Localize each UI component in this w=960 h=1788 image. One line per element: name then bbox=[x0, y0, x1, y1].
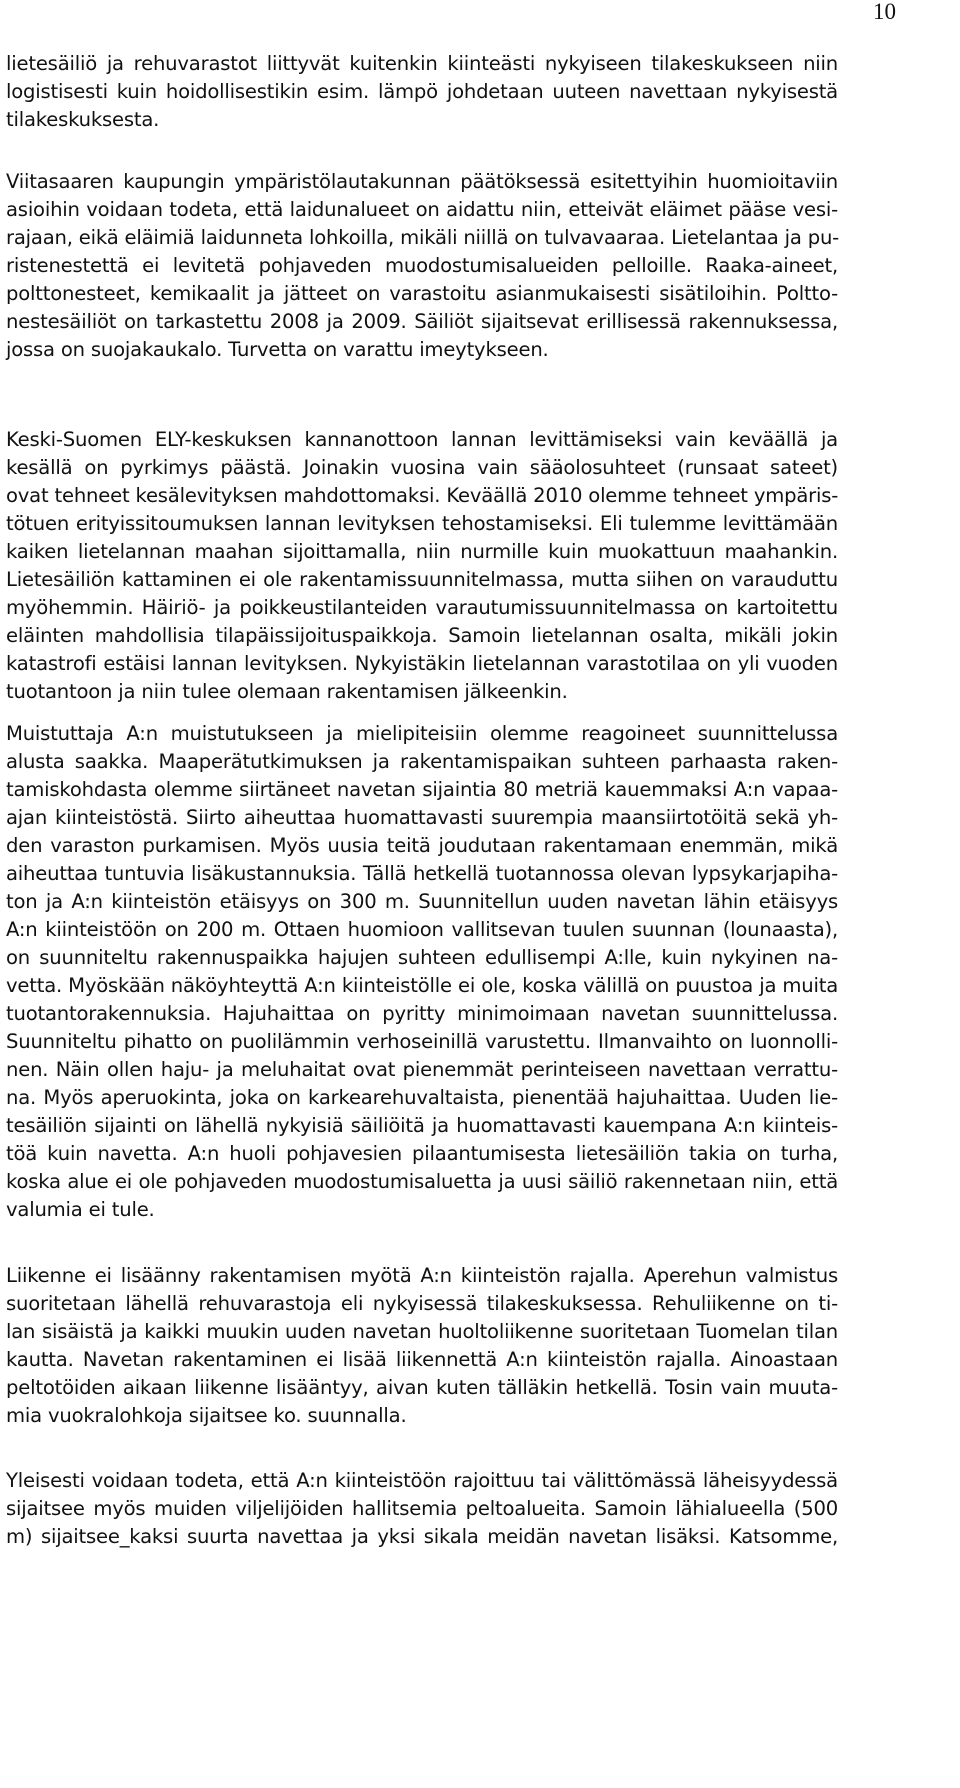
text-line: valumia ei tule. bbox=[6, 1198, 155, 1221]
text-line: tuotantorakennuksia. Hajuhaittaa on pyritty minimoimaan navetan suunnittelussa. bbox=[6, 1002, 838, 1025]
text-line: A:n kiinteistöön on 200 m. Ottaen huomioon vallitsevan tuulen suunnan (lounaasta), bbox=[6, 918, 838, 941]
text-line: Viitasaaren kaupungin ympäristölautakunnan päätöksessä esitettyihin huomioitaviin bbox=[6, 170, 838, 193]
text-line: suoritetaan lähellä rehuvarastoja eli nykyisessä tilakeskuksessa. Rehuliikenne on ti- bbox=[6, 1292, 838, 1315]
text-line: Keski-Suomen ELY-keskuksen kannanottoon lannan levittämiseksi vain keväällä ja bbox=[6, 428, 838, 451]
text-line: kaiken lietelannan maahan sijoittamalla, niin nurmille kuin muokattuun maahankin. bbox=[6, 540, 838, 563]
text-line: aiheuttaa tuntuvia lisäkustannuksia. Tällä hetkellä tuotannossa olevan lypsykarjapiha- bbox=[6, 862, 838, 885]
text-line: myöhemmin. Häiriö- ja poikkeustilanteiden varautumissuunnitelmassa on kartoitettu bbox=[6, 596, 838, 619]
text-line: den varaston purkamisen. Myös uusia teitä joudutaan rakentamaan enemmän, mikä bbox=[6, 834, 838, 857]
text-line: Muistuttaja A:n muistutukseen ja mielipiteisiin olemme reagoineet suunnittelussa bbox=[6, 722, 838, 745]
text-line: tilakeskuksesta. bbox=[6, 108, 160, 131]
text-line: alusta saakka. Maaperätutkimuksen ja rakentamispaikan suhteen parhaasta raken- bbox=[6, 750, 838, 773]
text-line: vetta. Myöskään näköyhteyttä A:n kiinteistölle ei ole, koska välillä on puustoa ja muita bbox=[6, 974, 838, 997]
text-line: m) sijaitsee_kaksi suurta navettaa ja yksi sikala meidän navetan lisäksi. Katsomme, bbox=[6, 1525, 838, 1548]
text-line: ovat tehneet kesälevityksen mahdottomaksi. Keväällä 2010 olemme tehneet ympäris- bbox=[6, 484, 839, 507]
text-line: Suunniteltu pihatto on puolilämmin verhoseinillä varustettu. Ilmanvaihto on luonnolli- bbox=[6, 1030, 838, 1053]
text-line: ajan kiinteistöstä. Siirto aiheuttaa huomattavasti suurempia maansiirtotöitä sekä yh- bbox=[6, 806, 838, 829]
text-line: ristenestettä ei levitetä pohjaveden muodostumisalueiden pelloille. Raaka-aineet, bbox=[6, 254, 838, 277]
text-line: nen. Näin ollen haju- ja meluhaitat ovat pienemmät perinteiseen navettaan verrattu- bbox=[6, 1058, 838, 1081]
text-line: jossa on suojakaukalo. Turvetta on varattu imeytykseen. bbox=[6, 338, 549, 361]
text-line: logistisesti kuin hoidollisestikin esim. lämpö johdetaan uuteen navettaan nykyisestä bbox=[6, 80, 838, 103]
text-line: polttonesteet, kemikaalit ja jätteet on varastoitu asianmukaisesti sisätiloihin. Poltto- bbox=[6, 282, 838, 305]
text-line: katastrofi estäisi lannan levityksen. Nykyistäkin lietelannan varastotilaa on yli vuoden bbox=[6, 652, 838, 675]
text-line: tötuen erityissitoumuksen lannan levityksen tehostamiseksi. Eli tulemme levittämään bbox=[6, 512, 838, 535]
text-line: peltotöiden aikaan liikenne lisääntyy, aivan kuten tälläkin hetkellä. Tosin vain muuta- bbox=[6, 1376, 838, 1399]
text-line: sijaitsee myös muiden viljelijöiden hallitsemia peltoalueita. Samoin lähialueella (500 bbox=[6, 1497, 838, 1520]
text-line: lietesäiliö ja rehuvarastot liittyvät kuitenkin kiinteästi nykyiseen tilakeskukseen niin bbox=[6, 52, 838, 75]
text-line: on suunniteltu rakennuspaikka hajujen suhteen edullisempi A:lle, kuin nykyinen na- bbox=[6, 946, 838, 969]
text-line: koska alue ei ole pohjaveden muodostumisaluetta ja uusi säiliö rakennetaan niin, että bbox=[6, 1170, 838, 1193]
text-line: tuotantoon ja niin tulee olemaan rakentamisen jälkeenkin. bbox=[6, 680, 568, 703]
page-number: 10 bbox=[873, 0, 896, 24]
text-line: tamiskohdasta olemme siirtäneet navetan sijaintia 80 metriä kauemmaksi A:n vapaa- bbox=[6, 778, 838, 801]
text-line: na. Myös aperuokinta, joka on karkearehuvaltaista, pienentää hajuhaittaa. Uuden lie- bbox=[6, 1086, 838, 1109]
text-line: lan sisäistä ja kaikki muukin uuden navetan huoltoliikenne suoritetaan Tuomelan tilan bbox=[6, 1320, 838, 1343]
text-line: eläinten mahdollisia tilapäissijoituspaikkoja. Samoin lietelannan osalta, mikäli jokin bbox=[6, 624, 838, 647]
text-line: nestesäiliöt on tarkastettu 2008 ja 2009. Säiliöt sijaitsevat erillisessä rakennuksessa, bbox=[6, 310, 838, 333]
text-line: kesällä on pyrkimys päästä. Joinakin vuosina vain sääolosuhteet (runsaat sateet) bbox=[6, 456, 838, 479]
text-line: ton ja A:n kiinteistön etäisyys on 300 m. Suunnitellun uuden navetan lähin etäisyys bbox=[6, 890, 838, 913]
text-line: Liikenne ei lisäänny rakentamisen myötä A:n kiinteistön rajalla. Aperehun valmistus bbox=[6, 1264, 838, 1287]
text-line: Lietesäiliön kattaminen ei ole rakentamissuunnitelmassa, mutta siihen on varauduttu bbox=[6, 568, 838, 591]
text-line: kautta. Navetan rakentaminen ei lisää liikennettä A:n kiinteistön rajalla. Ainoastaan bbox=[6, 1348, 838, 1371]
text-line: töä kuin navetta. A:n huoli pohjavesien pilaantumisesta lietesäiliön takia on turha, bbox=[6, 1142, 838, 1165]
text-line: rajaan, eikä eläimiä laidunneta lohkoilla, mikäli niillä on tulvavaaraa. Lietelantaa ja pu- bbox=[6, 226, 840, 249]
text-line: Yleisesti voidaan todeta, että A:n kiinteistöön rajoittuu tai välittömässä läheisyydessä bbox=[6, 1469, 838, 1492]
text-line: mia vuokralohkoja sijaitsee ko. suunnalla. bbox=[6, 1404, 407, 1427]
text-line: asioihin voidaan todeta, että laidunalueet on aidattu niin, etteivät eläimet pääse vesi- bbox=[6, 198, 838, 221]
text-line: tesäiliön sijainti on lähellä nykyisiä säiliöitä ja huomattavasti kauempana A:n kiinteis- bbox=[6, 1114, 838, 1137]
